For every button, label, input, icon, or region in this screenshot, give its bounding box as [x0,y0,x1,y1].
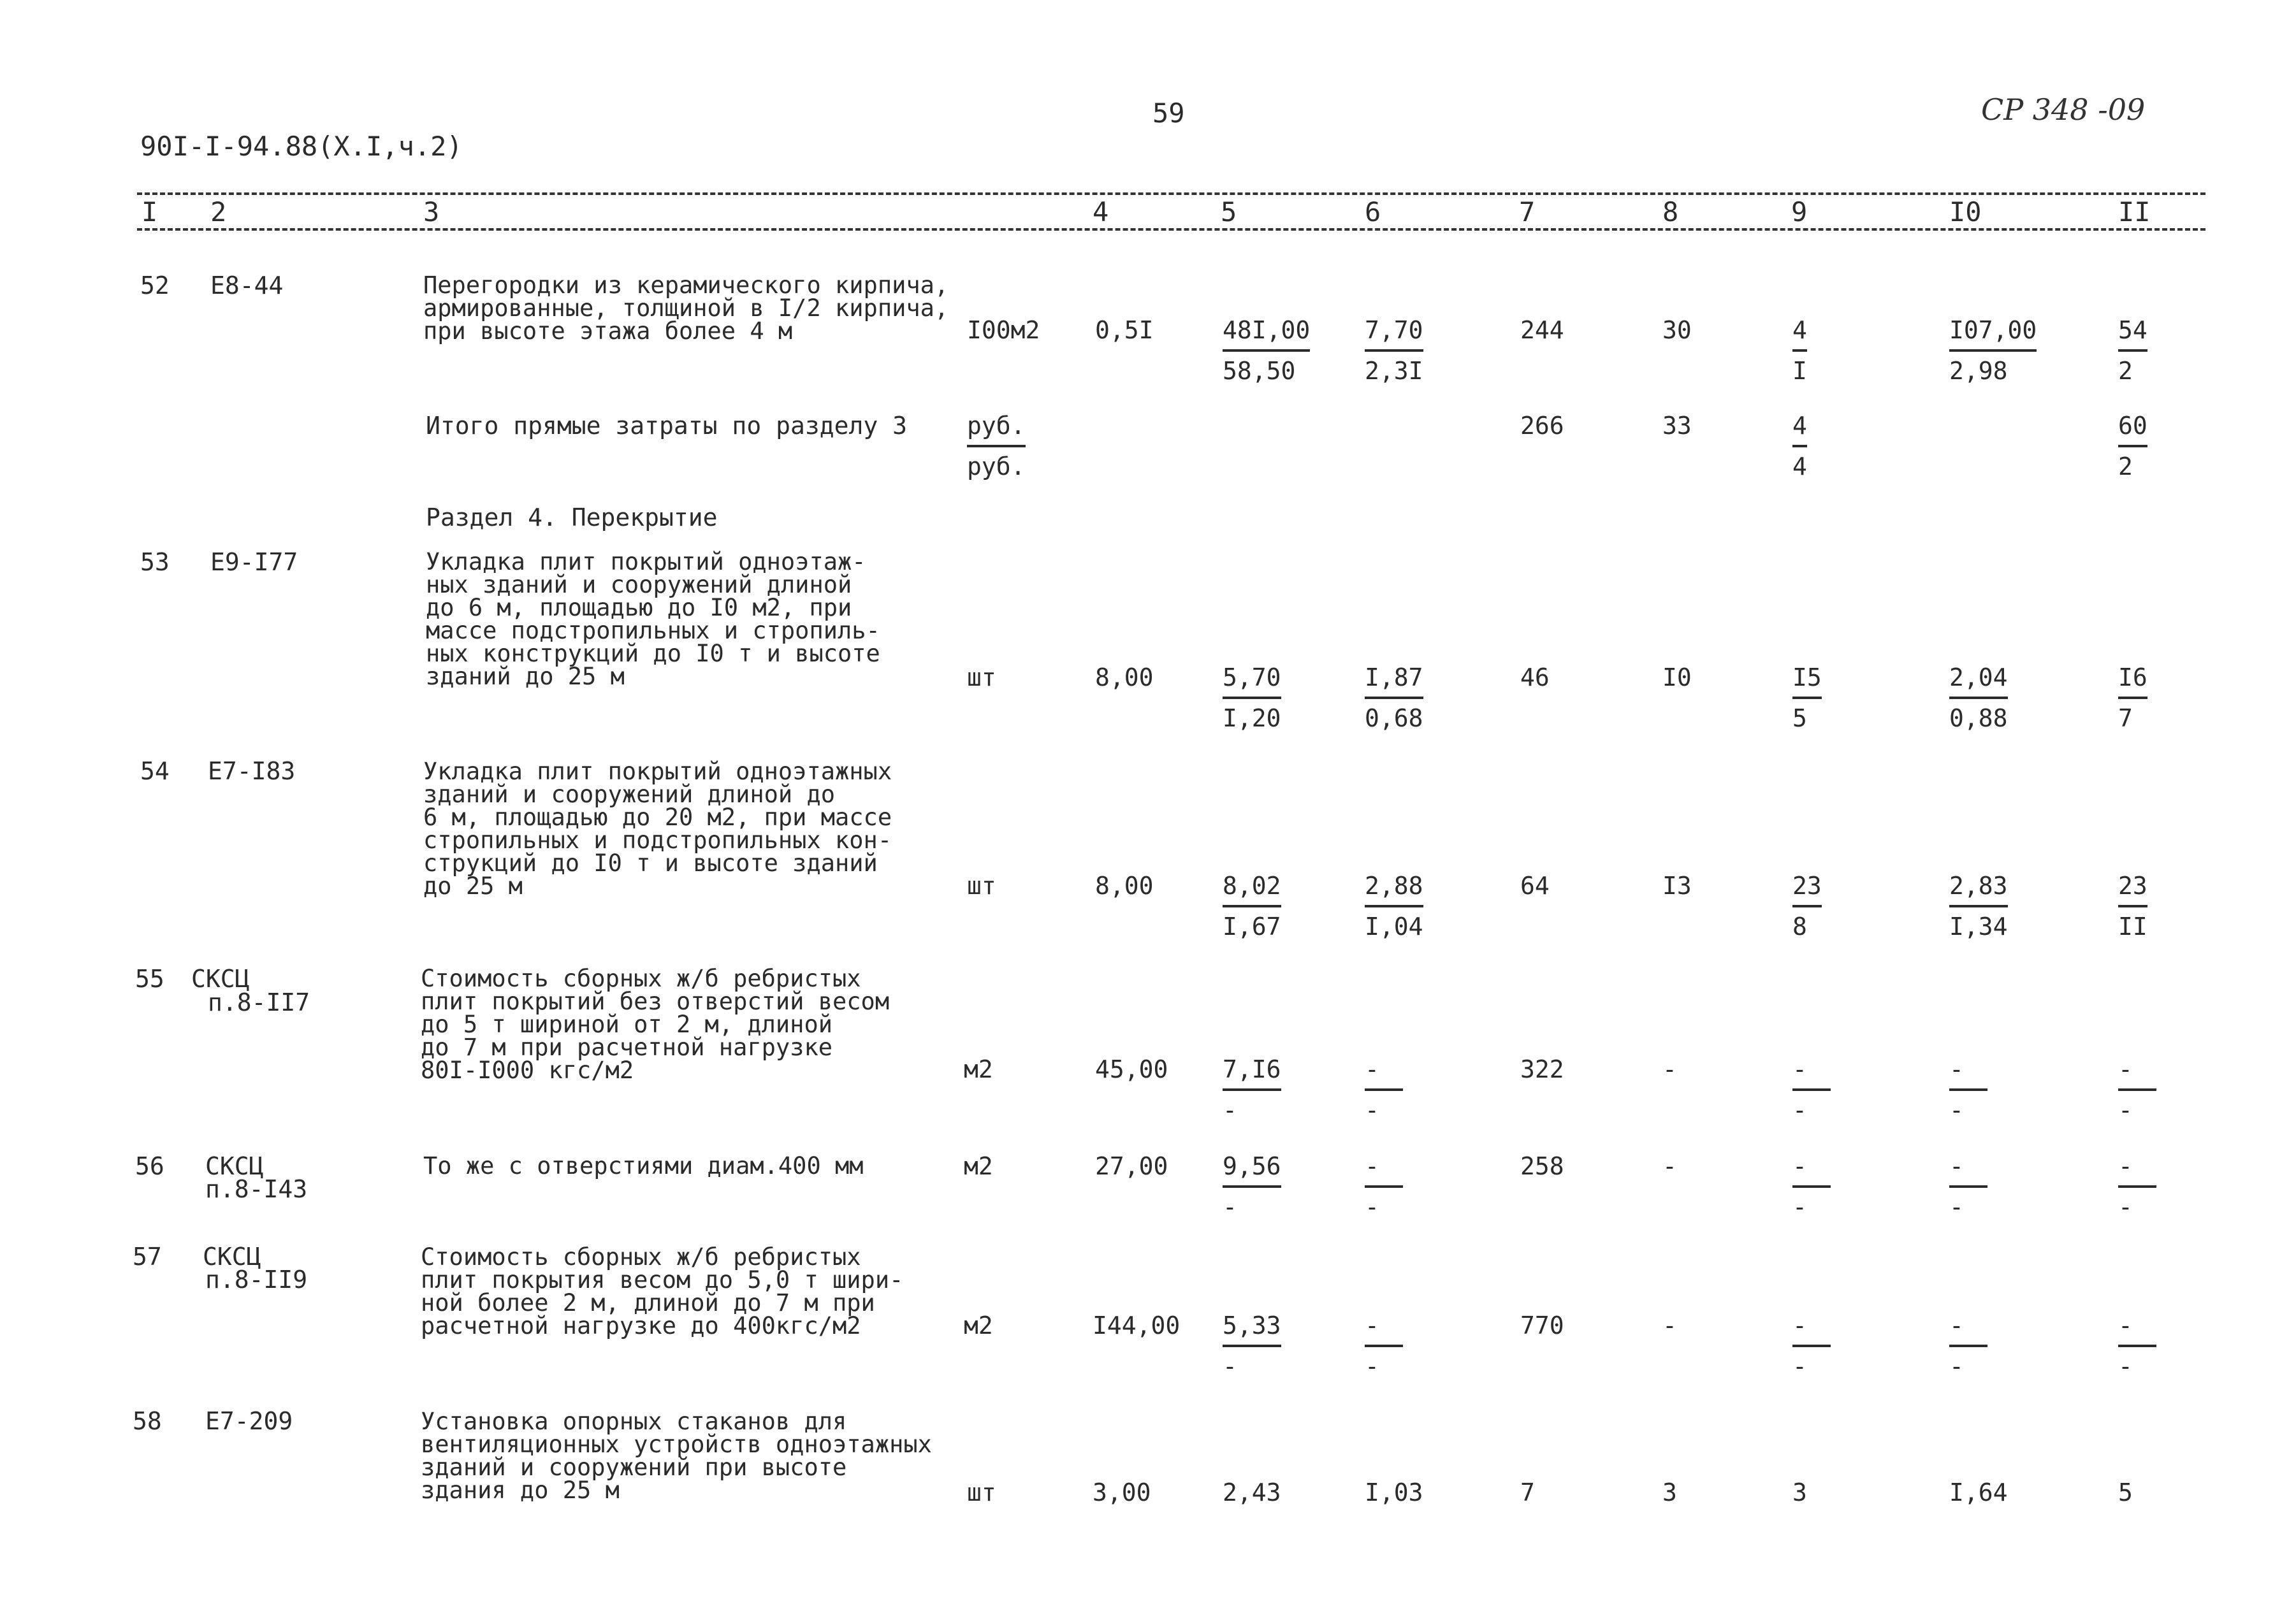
col9-fraction [1792,1057,1831,1123]
quantity: 8,00 [1095,872,1154,900]
col5-top: 5,33 [1223,1313,1281,1347]
col10-bottom: - [1949,1096,1964,1124]
col8-value: 33 [1662,412,1692,440]
col6-bottom: 2,3I [1365,357,1423,385]
unit: м2 [964,1152,993,1180]
col5-bottom: - [1223,1193,1237,1221]
col10-bottom: 0,88 [1949,704,2008,732]
col-header-2: 2 [210,196,227,228]
quantity: 45,00 [1095,1055,1168,1083]
col5-fraction [1223,873,1281,939]
col10-bottom: 2,98 [1949,357,2008,385]
col11-top: - [2118,1057,2156,1091]
col5-fraction [1223,1153,1281,1220]
col6-bottom: - [1365,1096,1379,1124]
col7-value: 7 [1520,1478,1535,1506]
col11-fraction [2118,413,2147,479]
col6-top: 7,70 [1365,317,1423,352]
col6-fraction [1365,665,1423,731]
col11-bottom: - [2118,1193,2133,1221]
col5-bottom: - [1223,1352,1237,1380]
col10-fraction [1949,1153,1987,1220]
col11-fraction [2118,1313,2156,1379]
col6-top: - [1365,1313,1403,1347]
col5-top: 5,70 [1223,665,1281,699]
work-description: Укладка плит покрытий одноэтажных зданий и сооружений длиной до 6 м, площадью до 20 м2, при массе стропильных и подстропильных кон- струкций до I0 т и высоте зданий до 25 м [423,758,892,900]
col6-bottom: 0,68 [1365,704,1423,732]
col11-bottom: 7 [2118,704,2133,732]
unit: м2 [964,1055,993,1083]
col11-fraction [2118,1153,2156,1220]
col5-bottom: - [1223,1096,1237,1124]
col11-top: 54 [2118,317,2147,352]
col11-top: 60 [2118,413,2147,447]
row-number: 55 [135,965,164,993]
col5-value: 2,43 [1223,1478,1281,1506]
col11-bottom: 2 [2118,452,2133,480]
col6-value: I,03 [1365,1478,1423,1506]
quantity: 3,00 [1093,1478,1151,1506]
col10-top: 2,04 [1949,665,2008,699]
col10-fraction [1949,873,2008,939]
quantity: 8,00 [1095,663,1154,691]
col6-fraction [1365,317,1423,384]
col10-fraction [1949,1313,1987,1379]
rate-code: Е8-44 [210,271,284,300]
col10-top: I07,00 [1949,317,2037,352]
col11-value: 5 [2118,1478,2133,1506]
handwritten-stamp: СР 348 -09 [1981,92,2146,127]
col11-bottom: - [2118,1352,2133,1380]
col-header-9: 9 [1791,196,1808,228]
quantity: 0,5I [1095,316,1154,344]
col-header-7: 7 [1519,196,1536,228]
col5-top: 8,02 [1223,873,1281,907]
row-number: 58 [133,1407,162,1435]
col-header-3: 3 [423,196,440,228]
col9-fraction [1792,1153,1831,1220]
col5-top: 9,56 [1223,1153,1281,1188]
col5-fraction [1223,1057,1281,1123]
col6-bottom: I,04 [1365,913,1423,941]
col8-value: - [1662,1055,1677,1083]
col-header-11: II [2118,196,2151,228]
quantity: 27,00 [1095,1152,1168,1180]
col11-top: I6 [2118,665,2147,699]
work-description: Стоимость сборных ж/б ребристых плит покрытия весом до 5,0 т шири- ной более 2 м, длиной до 7 м при расчетной нагрузке до 400кгс/м2 [421,1243,904,1340]
col6-fraction [1365,873,1423,939]
col9-top: 4 [1792,413,1807,447]
col6-top: - [1365,1057,1403,1091]
col-header-6: 6 [1365,196,1381,228]
col-header-4: 4 [1093,196,1109,228]
subtotal-unit [967,413,1026,479]
col10-value: I,64 [1949,1478,2008,1506]
quantity: I44,00 [1093,1311,1181,1340]
unit-bottom: руб. [967,452,1026,480]
col9-top: 4 [1792,317,1807,352]
col11-top: - [2118,1153,2156,1188]
row-number: 56 [135,1152,164,1180]
rate-code: Е7-I83 [208,757,296,785]
col8-value: I0 [1662,663,1692,691]
col9-bottom: 5 [1792,704,1807,732]
row-number: 54 [140,757,170,785]
col-header-8: 8 [1662,196,1679,228]
work-description: Стоимость сборных ж/б ребристых плит покрытий без отверстий весом до 5 т шириной от 2 м, длиной до 7 м при расчетной нагрузке 80I-I000 кгс/м2 [421,965,890,1084]
col11-bottom: - [2118,1096,2133,1124]
col7-value: 770 [1520,1311,1564,1340]
unit-top: руб. [967,413,1026,447]
row-number: 57 [133,1243,162,1271]
col9-bottom: - [1792,1193,1807,1221]
col9-bottom: 8 [1792,913,1807,941]
col6-fraction [1365,1153,1403,1220]
col11-fraction [2118,873,2147,939]
col8-value: - [1662,1152,1677,1180]
section-heading: Раздел 4. Перекрытие [426,503,718,531]
row-number: 53 [140,548,170,576]
work-description: Укладка плит покрытий одноэтаж- ных зданий и сооружений длиной до 6 м, площадью до I0 м2, при массе подстропильных и стропиль- ных конструкций до I0 т и высоте зданий до 25 м [426,548,880,690]
col5-bottom: I,67 [1223,913,1281,941]
col11-fraction [2118,665,2147,731]
work-description: Перегородки из керамического кирпича, армированные, толщиной в I/2 кирпича, при высоте этажа более 4 м [423,271,949,345]
col5-top: 48I,00 [1223,317,1310,352]
col5-fraction [1223,317,1310,384]
col-header-5: 5 [1221,196,1237,228]
rate-code: СКСЦ [203,1243,261,1271]
unit: м2 [964,1311,993,1340]
col9-top: - [1792,1153,1831,1188]
col11-fraction [2118,317,2147,384]
col6-top: - [1365,1153,1403,1188]
col10-bottom: - [1949,1352,1964,1380]
col5-bottom: I,20 [1223,704,1281,732]
work-description: То же с отверстиями диам.400 мм [423,1152,864,1180]
col11-fraction [2118,1057,2156,1123]
col8-value: I3 [1662,872,1692,900]
document-code: 90I-I-94.88(X.I,ч.2) [140,131,463,162]
col10-bottom: - [1949,1193,1964,1221]
col9-fraction [1792,1313,1831,1379]
col9-bottom: 4 [1792,452,1807,480]
col-header-1: I [142,196,158,228]
col9-top: I5 [1792,665,1822,699]
col10-fraction [1949,665,2008,731]
header-rule-top [137,192,2205,195]
col9-fraction [1792,413,1807,479]
unit: шт [967,663,996,691]
col6-fraction [1365,1313,1403,1379]
col5-top: 7,I6 [1223,1057,1281,1091]
col9-top: - [1792,1313,1831,1347]
col10-fraction [1949,317,2037,384]
col7-value: 266 [1520,412,1564,440]
col9-bottom: I [1792,357,1807,385]
rate-code-item: п.8-II9 [205,1266,308,1294]
col6-top: 2,88 [1365,873,1423,907]
page-number: 59 [1152,98,1185,129]
col8-value: 30 [1662,316,1692,344]
rate-code: Е7-209 [205,1407,293,1435]
col6-bottom: - [1365,1352,1379,1380]
header-rule-bottom [137,228,2205,231]
col7-value: 244 [1520,316,1564,344]
col11-top: - [2118,1313,2156,1347]
work-description: Установка опорных стаканов для вентиляционных устройств одноэтажных зданий и сооружений при высоте здания до 25 м [421,1408,932,1504]
col7-value: 258 [1520,1152,1564,1180]
col8-value: - [1662,1311,1677,1340]
unit: I00м2 [967,316,1040,344]
col10-bottom: I,34 [1949,913,2008,941]
col11-bottom: II [2118,913,2147,941]
rate-code: СКСЦ [205,1152,264,1180]
col10-top: - [1949,1153,1987,1188]
row-number: 52 [140,271,170,300]
col11-bottom: 2 [2118,357,2133,385]
col9-bottom: - [1792,1096,1807,1124]
col9-fraction [1792,873,1822,939]
col5-bottom: 58,50 [1223,357,1296,385]
col6-top: I,87 [1365,665,1423,699]
unit: шт [967,1478,996,1506]
col6-bottom: - [1365,1193,1379,1221]
col-header-10: I0 [1949,196,1982,228]
col9-fraction [1792,317,1807,384]
subtotal-label: Итого прямые затраты по разделу 3 [426,412,907,440]
col5-fraction [1223,665,1281,731]
col9-top: - [1792,1057,1831,1091]
col5-fraction [1223,1313,1281,1379]
col7-value: 46 [1520,663,1550,691]
col10-top: 2,83 [1949,873,2008,907]
rate-code-item: п.8-II7 [208,988,310,1016]
col9-fraction [1792,665,1822,731]
unit: шт [967,872,996,900]
rate-code: Е9-I77 [210,548,298,576]
col11-top: 23 [2118,873,2147,907]
col10-top: - [1949,1313,1987,1347]
col10-fraction [1949,1057,1987,1123]
col7-value: 64 [1520,872,1550,900]
col7-value: 322 [1520,1055,1564,1083]
col10-top: - [1949,1057,1987,1091]
rate-code: СКСЦ [191,965,250,993]
col9-bottom: - [1792,1352,1807,1380]
col9-top: 23 [1792,873,1822,907]
rate-code-item: п.8-I43 [205,1175,308,1203]
col8-value: 3 [1662,1478,1677,1506]
col9-value: 3 [1792,1478,1807,1506]
col6-fraction [1365,1057,1403,1123]
